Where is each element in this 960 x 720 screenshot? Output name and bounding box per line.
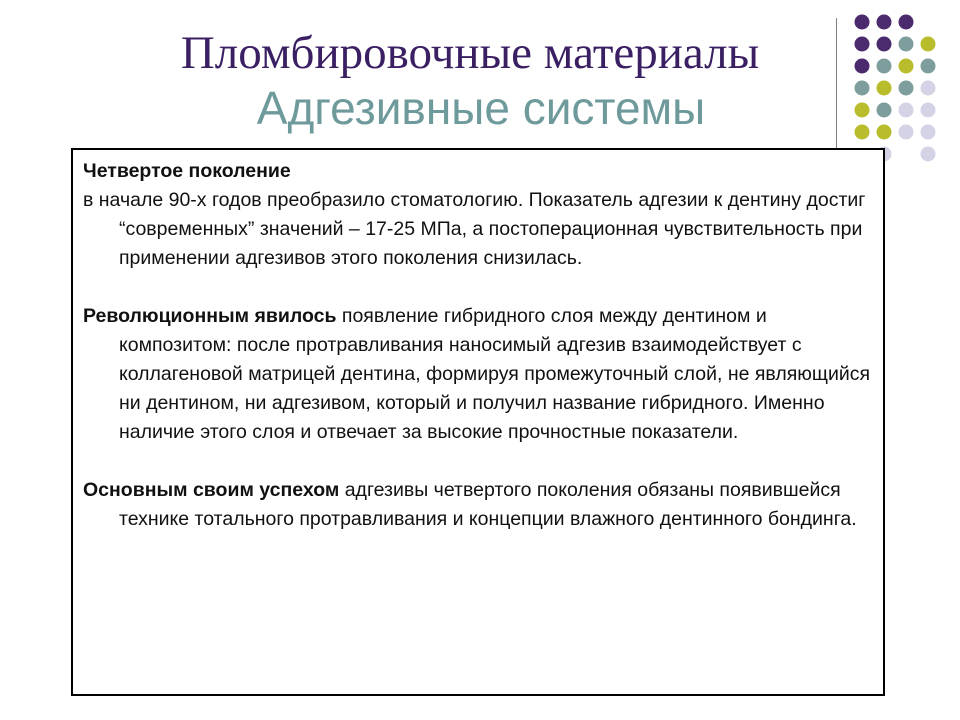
decorative-dot-teal: [899, 81, 914, 96]
decorative-dot-lavender: [921, 125, 936, 140]
paragraph-1: в начале 90-х годов преобразило стоматологию. Показатель адгезии к дентину достиг “современных” значений – 17-25 МПа, а постоперационная чувствительность при применении адгезивов этого поколения снизилась.: [83, 189, 866, 269]
paragraph-3: [83, 476, 873, 534]
title-main: Пломбировочные материалы: [180, 27, 760, 79]
decorative-dot-teal: [899, 37, 914, 52]
slide-title: [60, 27, 880, 134]
decorative-dot-purple: [855, 15, 870, 30]
content-box: [71, 148, 885, 696]
decorative-dot-lavender: [921, 147, 936, 162]
paragraph-3-text: адгезивы четвертого поколения обязаны появившейся технике тотального протравливания и концепции влажного дентинного бондинга.: [119, 479, 857, 530]
decorative-dot-olive: [899, 59, 914, 74]
paragraph-2-text: появление гибридного слоя между дентином и композитом: после протравливания наносимый адгезив взаимодействует с коллагеновой матрицей дентина, формируя промежуточный слой, не являющийся ни дентином, ни адгезивом, который и получил название гибридного. Именно наличие этого слоя и отвечает за высокие прочностные показатели.: [119, 305, 871, 443]
decorative-dot-teal: [921, 59, 936, 74]
decorative-dot-lavender: [921, 81, 936, 96]
decorative-dot-purple: [877, 15, 892, 30]
decorative-dot-lavender: [921, 103, 936, 118]
decorative-dot-lavender: [899, 103, 914, 118]
decorative-dot-lavender: [899, 125, 914, 140]
paragraph-2-lead: Революционным явилось: [83, 305, 337, 327]
decorative-dot-purple: [899, 15, 914, 30]
paragraph-heading: Четвертое поколение: [83, 160, 291, 182]
paragraph-2: [83, 302, 873, 447]
title-subtitle: Адгезивные системы: [256, 82, 706, 134]
paragraph-3-lead: Основным своим успехом: [83, 479, 340, 501]
decorative-dot-olive: [921, 37, 936, 52]
